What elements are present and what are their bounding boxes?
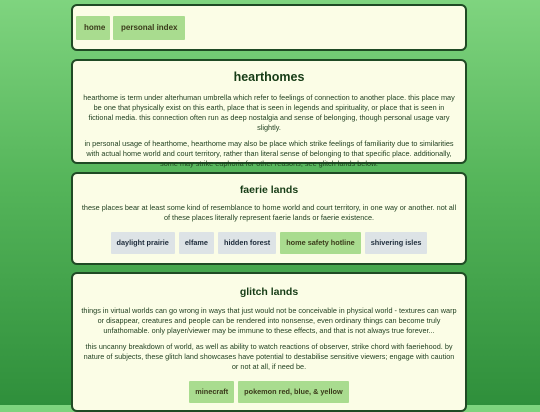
link-pokemon-red-blue-yellow[interactable]: pokemon red, blue, & yellow xyxy=(238,381,349,403)
glitch-lands-links xyxy=(81,381,457,403)
link-shivering-isles[interactable]: shivering isles xyxy=(365,232,428,254)
glitch-lands-paragraph-1: things in virtual worlds can go wrong in ways that just would not be conceivable in physical world - textures can warp or disappear, creatures and people can be rendered into nonsense, even ordinary things can become truly unfathomable. only player/viewer may be immune to these effects, and that is not always true forever... xyxy=(81,306,457,335)
link-daylight-prairie[interactable]: daylight prairie xyxy=(111,232,175,254)
faerie-lands-title: faerie lands xyxy=(239,184,299,196)
faerie-lands-section xyxy=(71,172,467,265)
hearthomes-title: hearthomes xyxy=(233,70,305,84)
faerie-lands-links xyxy=(81,232,457,254)
glitch-lands-title: glitch lands xyxy=(239,286,299,298)
link-elfame[interactable]: elfame xyxy=(179,232,214,254)
glitch-lands-section xyxy=(71,272,467,412)
hearthomes-paragraph-2: in personal usage of hearthome, hearthome may also be place which strike feelings of familiarity due to similarities with actual home world and court territory, rather than literal sense of belonging to that specific place. additionally, some may strike euphoria for other reasons; see glitch lands below. xyxy=(84,139,454,168)
link-minecraft[interactable]: minecraft xyxy=(189,381,234,403)
nav-home-button[interactable]: home xyxy=(76,16,110,40)
link-home-safety-hotline[interactable]: home safety hotline xyxy=(280,232,361,254)
glitch-lands-paragraph-2: this uncanny breakdown of world, as well as ability to watch reactions of observer, strike chord with faeriehood. by nature of subjects, these glitch land showcases have potential to destabilise sensitive viewers; engage with caution or not at all, if need be. xyxy=(83,342,455,371)
hearthomes-paragraph-1: hearthome is term under alterhuman umbrella which refer to feelings of connection to another place. this place may be one that physically exist on this earth, place that is seen in legends and spirituality, or place that is seen in fictional media. this connection often run as deep nostalgia and sense of belonging, though personal usage vary slightly. xyxy=(83,93,455,132)
link-hidden-forest[interactable]: hidden forest xyxy=(218,232,276,254)
faerie-lands-paragraph: these places bear at least some kind of resemblance to home world and court territory, in one way or another. not all of these places literally represent faerie lands or faerie existence. xyxy=(81,203,457,222)
nav-personal-index-button[interactable]: personal index xyxy=(113,16,185,40)
nav-bar xyxy=(71,4,467,51)
hearthomes-section xyxy=(71,59,467,168)
